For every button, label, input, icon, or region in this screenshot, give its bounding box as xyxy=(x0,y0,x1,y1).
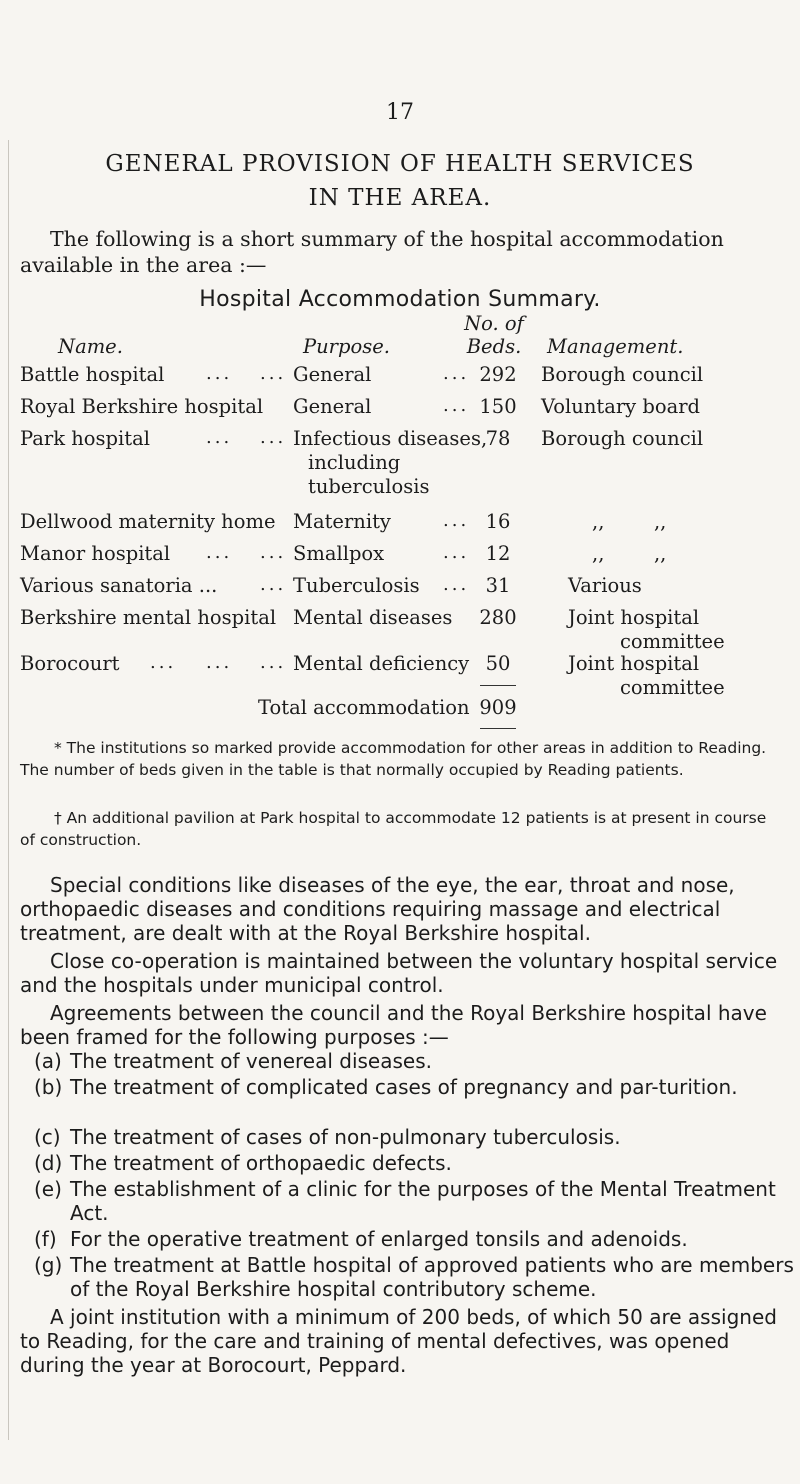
row-7-purpose: Mental diseases xyxy=(293,606,453,629)
row-1-name: Battle hospital xyxy=(20,363,165,386)
row-2-beds: 150 xyxy=(479,395,517,418)
row-3-purpose: Infectious diseases, xyxy=(293,427,488,450)
page-title xyxy=(0,147,800,215)
row-1-purpose-dots: ... xyxy=(443,363,470,384)
row-5-purpose: Smallpox xyxy=(293,542,385,565)
title-line-1: GENERAL PROVISION OF HEALTH SERVICES xyxy=(105,151,695,177)
row-8-management-2: committee xyxy=(620,676,725,699)
row-3-name: Park hospital xyxy=(20,427,150,450)
row-5-leader-dots: ... xyxy=(206,542,233,563)
table-heading: Hospital Accommodation Summary. xyxy=(199,287,601,312)
row-2-purpose: General xyxy=(293,395,372,418)
row-4-beds: 16 xyxy=(485,510,511,533)
row-1-leader-dots: ... xyxy=(206,363,233,384)
row-3-purpose-3: tuberculosis xyxy=(308,475,430,498)
row-3-management: Borough council xyxy=(541,427,704,450)
list-item-b: (b) The treatment of complicated cases of pregnancy and par-turition. xyxy=(34,1075,738,1099)
row-6-name: Various sanatoria ... xyxy=(20,574,218,597)
list-item-f: (f) For the operative treatment of enlarged tonsils and adenoids. xyxy=(34,1227,688,1251)
row-8-name: Borocourt xyxy=(20,652,120,675)
footnote-dagger: † An additional pavilion at Park hospital to accommodate 12 patients is at present in course of construction. xyxy=(20,809,767,849)
intro-paragraph: The following is a short summary of the hospital accommodation available in the area :— xyxy=(20,227,724,277)
paragraph-agreements: Agreements between the council and the Royal Berkshire hospital have been framed for the following purposes :— xyxy=(20,1001,767,1049)
list-item-g: (g) The treatment at Battle hospital of approved patients who are members of the Royal Berkshire hospital contributory scheme. xyxy=(34,1253,794,1301)
row-5-purpose-dots: ... xyxy=(443,542,470,563)
row-8-leader-dots: ... xyxy=(150,652,177,673)
row-5-leader-dots-2: ... xyxy=(260,542,287,563)
row-6-beds: 31 xyxy=(485,574,511,597)
row-1-purpose: General xyxy=(293,363,372,386)
row-6-purpose: Tuberculosis xyxy=(293,574,420,597)
row-7-name: Berkshire mental hospital xyxy=(20,606,277,629)
row-4-purpose: Maternity xyxy=(293,510,391,533)
header-beds-line2: Beds. xyxy=(466,335,522,358)
row-1-leader-dots-2: ... xyxy=(260,363,287,384)
row-8-leader-dots-2: ... xyxy=(206,652,233,673)
row-8-purpose: Mental deficiency xyxy=(293,652,470,675)
row-8-leader-dots-3: ... xyxy=(260,652,287,673)
row-7-beds: 280 xyxy=(479,606,517,629)
row-6-leader-dots: ... xyxy=(260,574,287,595)
list-item-a: (a) The treatment of venereal diseases. xyxy=(34,1049,432,1073)
row-6-management: Various xyxy=(568,574,642,597)
row-3-leader-dots: ... xyxy=(206,427,233,448)
row-3-leader-dots-2: ... xyxy=(260,427,287,448)
row-3-beds: 78 xyxy=(485,427,511,450)
row-4-management-ditto: ,, ,, xyxy=(592,510,667,533)
total-beds: 909 xyxy=(479,696,517,719)
page-number: 17 xyxy=(386,100,414,125)
header-purpose: Purpose. xyxy=(303,335,390,358)
row-4-name: Dellwood maternity home xyxy=(20,510,276,533)
total-rule-top xyxy=(480,685,516,686)
header-management: Management. xyxy=(547,335,684,358)
scan-edge-line xyxy=(8,140,9,1440)
row-2-name: Royal Berkshire hospital xyxy=(20,395,264,418)
row-2-management: Voluntary board xyxy=(541,395,701,418)
row-5-management-ditto: ,, ,, xyxy=(592,542,667,565)
row-8-beds: 50 xyxy=(485,652,511,675)
total-label: Total accommodation xyxy=(258,696,470,719)
title-line-2: IN THE AREA. xyxy=(308,185,492,211)
row-8-management: Joint hospital xyxy=(568,652,700,675)
footnote-star: * The institutions so marked provide accommodation for other areas in addition to Reading. The number of beds given in the table is that normally occupied by Reading patients. xyxy=(20,739,767,779)
list-item-e: (e) The establishment of a clinic for the purposes of the Mental Treatment Act. xyxy=(34,1177,776,1225)
row-6-purpose-dots: ... xyxy=(443,574,470,595)
row-7-management-2: committee xyxy=(620,630,725,653)
row-3-purpose-2: including xyxy=(308,451,401,474)
list-item-c: (c) The treatment of cases of non-pulmonary tuberculosis. xyxy=(34,1125,621,1149)
total-rule-bottom xyxy=(480,728,516,729)
header-name: Name. xyxy=(58,335,123,358)
header-beds-line1: No. of xyxy=(464,312,524,335)
row-5-beds: 12 xyxy=(485,542,511,565)
paragraph-cooperation: Close co-operation is maintained between the voluntary hospital service and the hospitals under municipal control. xyxy=(20,949,778,997)
paragraph-special-conditions: Special conditions like diseases of the eye, the ear, throat and nose, orthopaedic diseases and conditions requiring massage and electrical treatment, are dealt with at the Royal Berkshire hospital. xyxy=(20,873,735,945)
row-5-name: Manor hospital xyxy=(20,542,171,565)
row-4-purpose-dots: ... xyxy=(443,510,470,531)
paragraph-joint-institution: A joint institution with a minimum of 200 beds, of which 50 are assigned to Reading, for the care and training of mental defectives, was opened during the year at Borocourt, Peppard. xyxy=(20,1305,777,1377)
row-1-beds: 292 xyxy=(479,363,517,386)
list-item-d: (d) The treatment of orthopaedic defects. xyxy=(34,1151,452,1175)
row-2-purpose-dots: ... xyxy=(443,395,470,416)
row-7-management: Joint hospital xyxy=(568,606,700,629)
row-1-management: Borough council xyxy=(541,363,704,386)
